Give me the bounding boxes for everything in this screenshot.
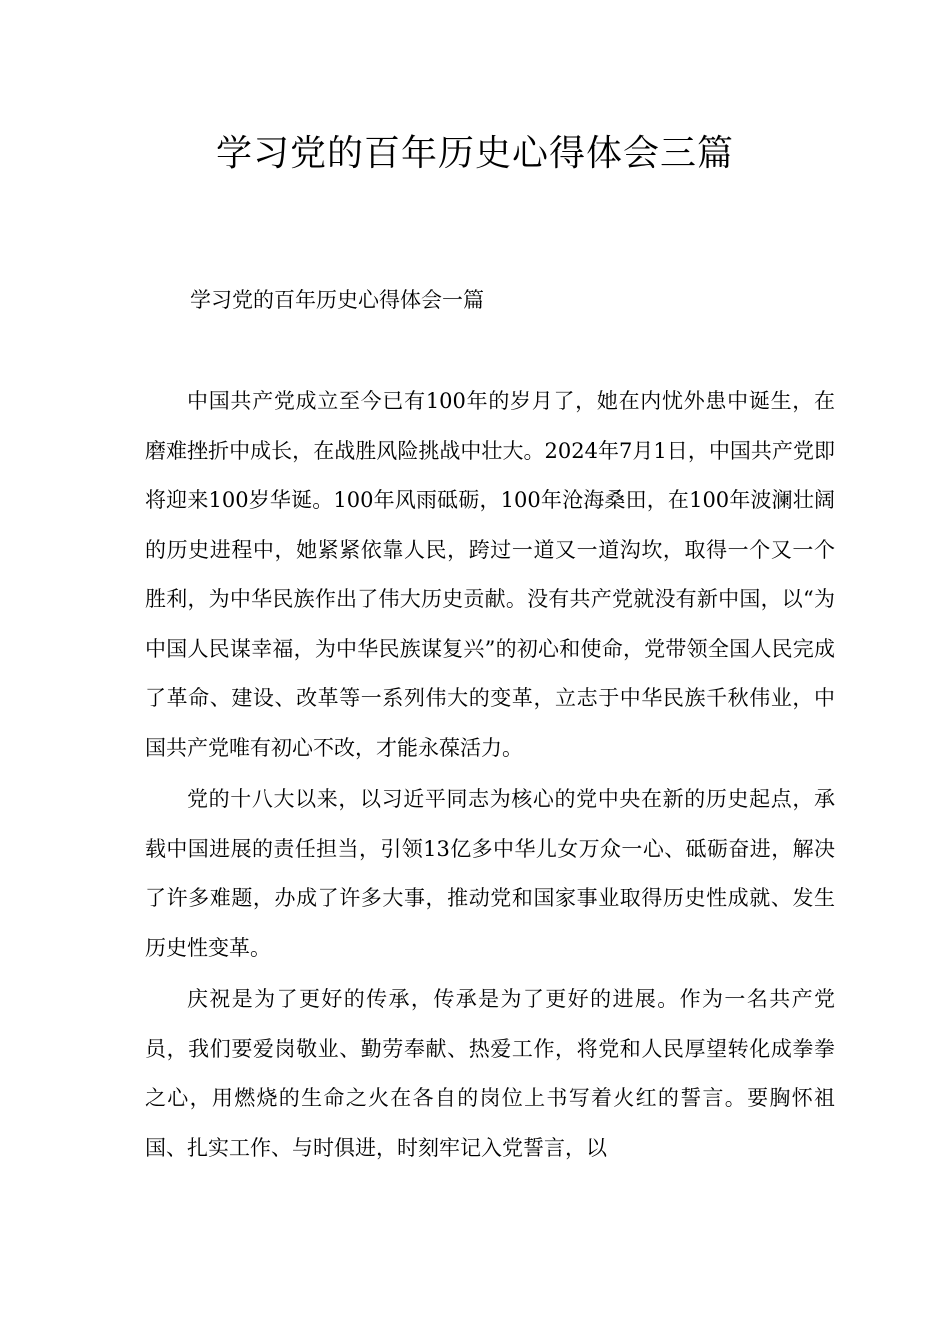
section-heading: 学习党的百年历史心得体会一篇 — [190, 288, 484, 312]
paragraph-3: 庆祝是为了更好的传承，传承是为了更好的进展。作为一名共产党员，我们要爱岗敬业、勤劳奉献、热爱工作，将党和人民厚望转化成拳拳之心，用燃烧的生命之火在各自的岗位上书写着火红的誓言。要胸怀祖国、扎实工作、与时俱进，时刻牢记入党誓言，以 — [145, 987, 835, 1160]
document-body — [145, 377, 835, 1175]
paragraph-2: 党的十八大以来，以习近平同志为核心的党中央在新的历史起点，承载中国进展的责任担当，引领13亿多中华儿女万众一心、砥砺奋进，解决了许多难题，办成了许多大事，推动党和国家事业取得历史性成就、发生历史性变革。 — [145, 787, 835, 960]
paragraph-1: 中国共产党成立至今已有100年的岁月了，她在内忧外患中诞生，在磨难挫折中成长，在战胜风险挑战中壮大。2024年7月1日，中国共产党即将迎来100岁华诞。100年风雨砥砺，100年沧海桑田，在100年波澜壮阔的历史进程中，她紧紧依靠人民，跨过一道又一道沟坎，取得一个又一个胜利，为中华民族作出了伟大历史贡献。没有共产党就没有新中国，以“为中国人民谋幸福，为中华民族谋复兴”的初心和使命，党带领全国人民完成了革命、建设、改革等一系列伟大的变革，立志于中华民族千秋伟业，中国共产党唯有初心不改，才能永葆活力。 — [145, 389, 835, 760]
document-title: 学习党的百年历史心得体会三篇 — [215, 133, 734, 174]
